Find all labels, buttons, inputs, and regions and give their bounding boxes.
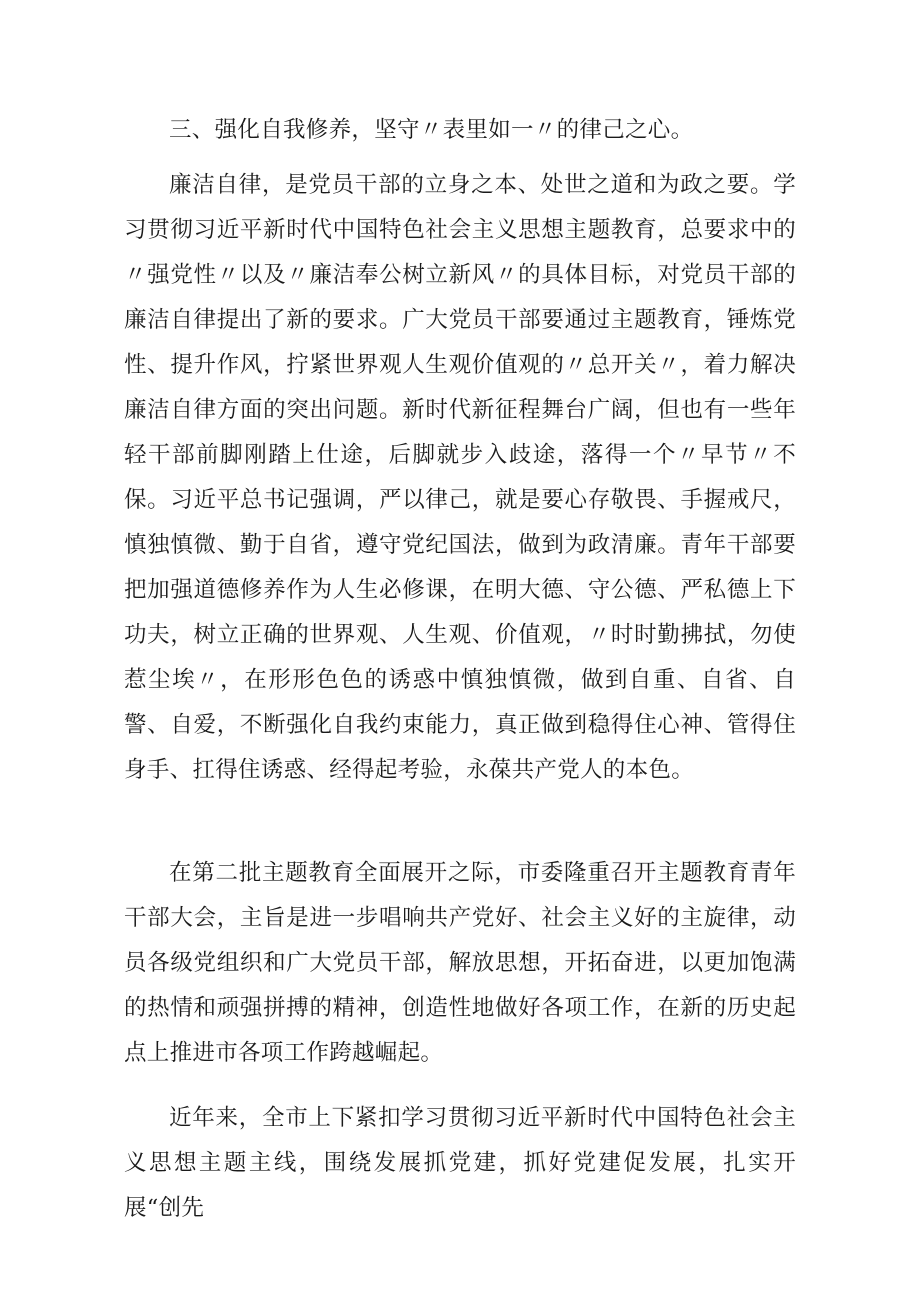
- paragraph-1: 廉洁自律，是党员干部的立身之本、处世之道和为政之要。学习贯彻习近平新时代中国特色社会主义思想主题教育，总要求中的〃强党性〃以及〃廉洁奉公树立新风〃的具体目标，对党员干部的廉洁自律提出了新的要求。广大党员干部要通过主题教育，锤炼党性、提升作风，拧紧世界观人生观价值观的〃总开关〃，着力解决廉洁自律方面的突出问题。新时代新征程舞台广阔，但也有一些年轻干部前脚刚踏上仕途，后脚就步入歧途，落得一个〃早节〃不保。习近平总书记强调，严以律己，就是要心存敬畏、手握戒尺，慎独慎微、勤于自省，遵守党纪国法，做到为政清廉。青年干部要把加强道德修养作为人生必修课，在明大德、守公德、严私德上下功夫，树立正确的世界观、人生观、价值观，〃时时勤拂拭，勿使惹尘埃〃，在形形色色的诱惑中慎独慎微，做到自重、自省、自警、自爱，不断强化自我约束能力，真正做到稳得住心神、管得住身手、扛得住诱惑、经得起考验，永葆共产党人的本色。: [124, 172, 796, 783]
- paragraph-2: 在第二批主题教育全面展开之际，市委隆重召开主题教育青年干部大会，主旨是进一步唱响共产党好、社会主义好的主旋律，动员各级党组织和广大党员干部，解放思想，开拓奋进，以更加饱满的热情和顽强拼搏的精神，创造性地做好各项工作，在新的历史起点上推进市各项工作跨越崛起。: [124, 860, 796, 1066]
- paragraph-2-container: [124, 851, 796, 1076]
- paragraph-3: 近年来，全市上下紧扣学习贯彻习近平新时代中国特色社会主义思想主题主线，围绕发展抓党建，抓好党建促发展，扎实开展“创先: [124, 1105, 796, 1221]
- paragraph-3-container: [124, 1096, 796, 1231]
- section-heading: 三、强化自我修养，坚守〃表里如一〃的律己之心。: [169, 117, 694, 143]
- paragraph-1-container: [124, 163, 796, 793]
